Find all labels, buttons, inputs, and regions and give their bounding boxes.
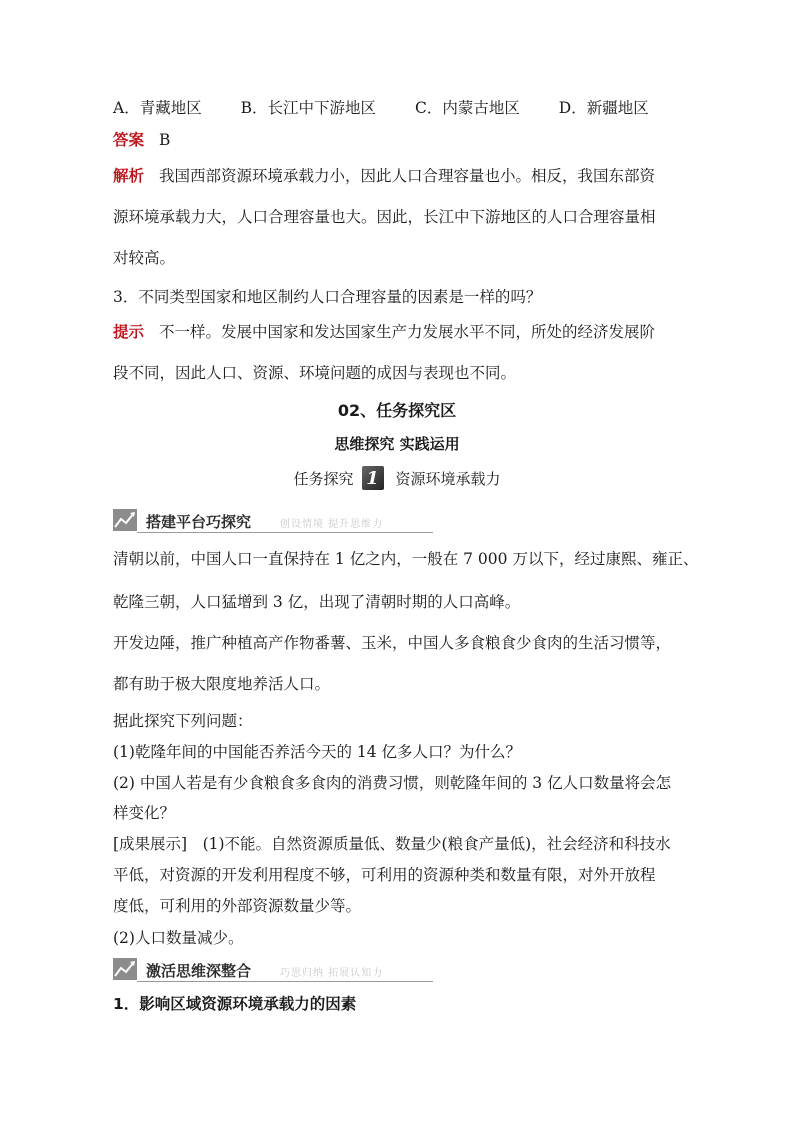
- banner-rule: [137, 532, 433, 533]
- hint-label: 提示: [113, 323, 145, 341]
- section-title: 02、任务探究区: [337, 401, 457, 420]
- hint-text-1: 不一样。发展中国家和发达国家生产力发展水平不同，所处的经济发展阶: [158, 323, 655, 341]
- result-line-2: 平低，对资源的开发利用程度不够，可利用的资源种类和数量有限，对外开放程: [113, 866, 656, 884]
- banner-subtitle: 创设情境 提升思维力: [280, 519, 384, 530]
- question-3: 3．不同类型国家和地区制约人口合理容量的因素是一样的吗？: [113, 288, 542, 306]
- chart-trend-icon: [113, 958, 137, 980]
- context-line-1: 清朝以前，中国人口一直保持在 1 亿之内，一般在 7 000 万以下，经过康熙、雍正、: [113, 550, 699, 568]
- context-line-2: 乾隆三朝，人口猛增到 3 亿，出现了清朝时期的人口高峰。: [113, 593, 521, 611]
- task-number-badge: 1: [362, 466, 384, 490]
- hint-line-1: [113, 320, 655, 342]
- answer-value: B: [158, 131, 171, 149]
- context-line-4: 都有助于极大限度地养活人口。: [113, 675, 331, 693]
- banner-activate-thinking: [113, 958, 433, 982]
- explore-question-2-line-1: (2) 中国人若是有少食粮食多食肉的消费习惯，则乾隆年间的 3 亿人口数量将会怎: [113, 774, 672, 792]
- factor-heading: 1．影响区域资源环境承载力的因素: [113, 995, 357, 1013]
- option-c[interactable]: C．内蒙古地区: [414, 99, 520, 117]
- analysis-line-1: [113, 164, 655, 186]
- task-title: 资源环境承载力: [395, 469, 501, 488]
- result-line-4: (2)人口数量减少。: [113, 929, 244, 947]
- answer-line: [113, 128, 170, 150]
- analysis-line-3: 对较高。: [113, 249, 176, 267]
- option-d[interactable]: D．新疆地区: [558, 99, 649, 117]
- section-subtitle: 思维探究 实践运用: [334, 435, 460, 453]
- hint-line-2: 段不同，因此人口、资源、环境问题的成因与表现也不同。: [113, 364, 517, 382]
- answer-label: 答案: [113, 131, 145, 149]
- banner-title: 搭建平台巧探究: [146, 513, 252, 531]
- analysis-text-1: 我国西部资源环境承载力小，因此人口合理容量也小。相反，我国东部资: [158, 167, 655, 185]
- chart-trend-icon: [113, 509, 137, 531]
- question-options: [113, 96, 649, 118]
- result-line-1: [成果展示] (1)不能。自然资源质量低、数量少(粮食产量低)，社会经济和科技水: [113, 835, 671, 853]
- analysis-line-2: 源环境承载力大，人口合理容量也大。因此，长江中下游地区的人口合理容量相: [113, 208, 656, 226]
- context-line-3: 开发边陲，推广种植高产作物番薯、玉米，中国人多食粮食少食肉的生活习惯等，: [113, 634, 672, 652]
- banner-rule: [137, 981, 433, 982]
- result-line-3: 度低，可利用的外部资源数量少等。: [113, 897, 362, 915]
- task-prefix: 任务探究: [293, 469, 354, 488]
- option-a[interactable]: A．青藏地区: [113, 99, 202, 117]
- explore-question-2-line-2: 样变化？: [113, 804, 176, 822]
- explore-question-1: (1)乾隆年间的中国能否养活今天的 14 亿多人口？为什么？: [113, 743, 522, 761]
- task-heading: [0, 466, 794, 490]
- banner-subtitle: 巧思归纳 拓展认知力: [280, 968, 384, 979]
- option-b[interactable]: B．长江中下游地区: [240, 99, 377, 117]
- banner-build-platform: [113, 509, 433, 533]
- analysis-label: 解析: [113, 167, 145, 185]
- explore-intro: 据此探究下列问题：: [113, 712, 253, 730]
- banner-title: 激活思维深整合: [146, 962, 252, 980]
